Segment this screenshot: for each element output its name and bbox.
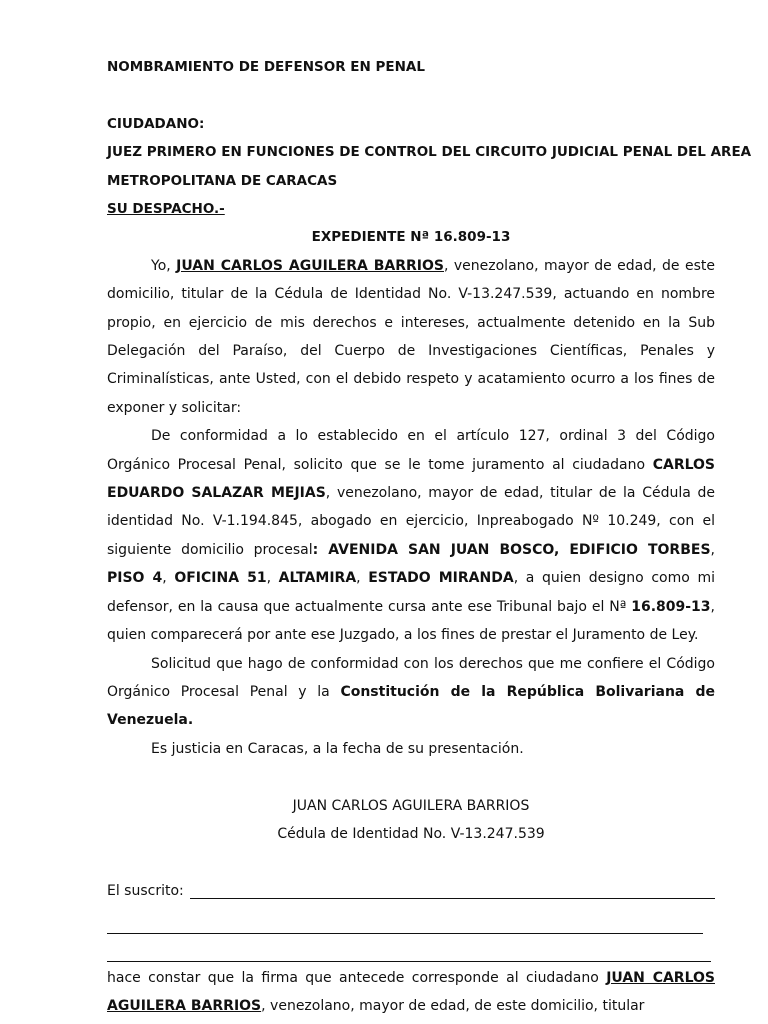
blank-line — [107, 905, 703, 933]
p2-lawyer: CARLOS EDUARDO SALAZAR MEJIAS — [107, 456, 715, 502]
p2-addr-5: ESTADO MIRANDA — [368, 570, 514, 587]
p1-text-a: Yo, — [151, 257, 177, 274]
p2-colon: : — [312, 541, 329, 558]
spacer — [107, 848, 715, 876]
expediente-number: EXPEDIENTE Nª 16.809-13 — [311, 229, 511, 246]
paragraph-1 — [107, 252, 715, 422]
p2-addr-3: OFICINA 51 — [174, 570, 267, 587]
recipient-despacho: SU DESPACHO.- — [107, 201, 225, 218]
paragraph-5 — [107, 964, 715, 1021]
p2-addr-2: PISO 4 — [107, 570, 163, 587]
p2-sep-4: , — [356, 570, 369, 587]
p2-sep-2: , — [162, 570, 175, 587]
p2-text-b: , venezolano, mayor de edad, titular de la Cédula de identidad No. V-1.194.845, abogado en ejercicio, Inpreabogado Nº 10.249, con el siguiente domicilio procesal — [107, 485, 716, 558]
p5-text-b: , venezolano, mayor de edad, de este domicilio, titular — [261, 998, 645, 1015]
spacer — [107, 81, 715, 109]
p2-text-c: , a quien designo como mi defensor, en la causa que actualmente cursa ante ese Tribunal bajo el Nª — [107, 570, 715, 615]
blank-line — [107, 934, 711, 962]
p1-text-b: , venezolano, mayor de edad, de este domicilio, titular de la Cédula de Identidad No. V-13.247.539, actuando en nombre propio, en ejercicio de mis derechos e intereses, actualmente detenido en la Sub Delegación del Paraíso, del Cuerpo de Investigaciones Científicas, Penales y Criminalísticas, ante Usted, con el debido respeto y acatamiento ocurro a los fines de exponer y solicitar: — [107, 257, 715, 416]
p3-constitution: Constitución de la República Bolivariana de Venezuela — [107, 683, 715, 729]
paragraph-4: Es justicia en Caracas, a la fecha de su presentación. — [151, 740, 524, 757]
recipient-salutation: CIUDADANO: — [107, 115, 205, 132]
signature-id: Cédula de Identidad No. V-13.247.539 — [277, 825, 545, 842]
paragraph-3 — [107, 650, 715, 735]
document-title: NOMBRAMIENTO DE DEFENSOR EN PENAL — [107, 59, 425, 75]
p5-name: JUAN CARLOS AGUILERA BARRIOS — [107, 969, 715, 1015]
p2-case-number: 16.809-13 — [631, 598, 711, 615]
p2-sep-1: , — [710, 541, 715, 558]
p3-text-b: . — [187, 712, 194, 729]
p2-addr-1: AVENIDA SAN JUAN BOSCO, EDIFICIO TORBES — [328, 541, 711, 558]
document-page — [107, 52, 752, 1021]
p5-text-a: hace constar que la firma que antecede corresponde al ciudadano — [107, 969, 607, 986]
p2-addr-4: ALTAMIRA — [278, 570, 357, 587]
suscrito-blank-line — [190, 880, 715, 899]
suscrito-row — [107, 877, 715, 905]
p3-text-a: Solicitud que hago de conformidad con los derechos que me confiere el Código Orgánico Procesal Penal y la — [107, 655, 715, 700]
p2-text-d: , quien comparecerá por ante ese Juzgado, a los fines de prestar el Juramento de Ley. — [107, 598, 715, 644]
recipient-line-2: METROPOLITANA DE CARACAS — [107, 172, 338, 189]
paragraph-2 — [107, 422, 715, 649]
p1-name: JUAN CARLOS AGUILERA BARRIOS — [176, 257, 444, 274]
p2-sep-3: , — [266, 570, 279, 587]
spacer — [107, 763, 715, 791]
p2-text-a: De conformidad a lo establecido en el artículo 127, ordinal 3 del Código Orgánico Procesal Penal, solicito que se le tome juramento al ciudadano — [107, 428, 715, 473]
signature-name: JUAN CARLOS AGUILERA BARRIOS — [292, 797, 530, 814]
recipient-line-1: JUEZ PRIMERO EN FUNCIONES DE CONTROL DEL CIRCUITO JUDICIAL PENAL DEL AREA — [107, 144, 752, 161]
suscrito-label: El suscrito: — [107, 882, 184, 899]
